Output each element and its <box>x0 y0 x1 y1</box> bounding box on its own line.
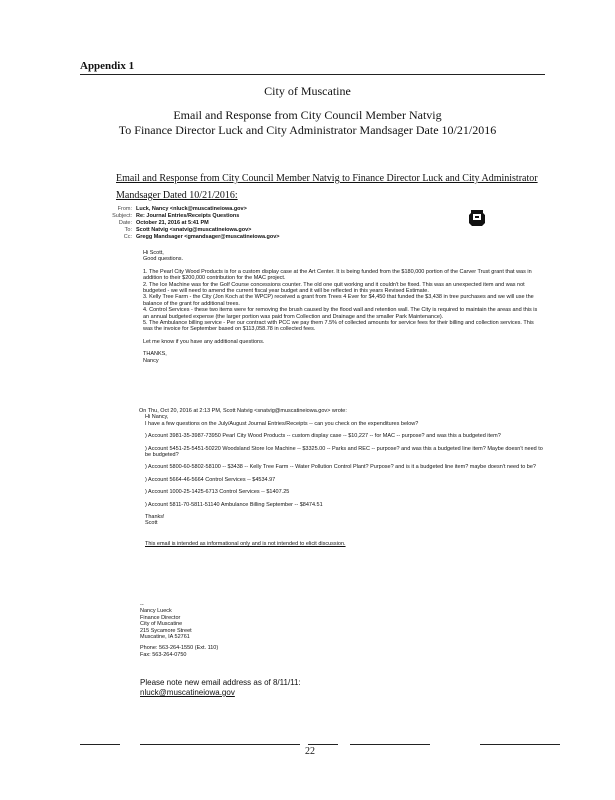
closing-line: Let me know if you have any additional questions. <box>143 338 265 345</box>
sig-line: Finance Director <box>140 614 181 621</box>
sig-fax: Fax: 563-264-0750 <box>140 651 187 658</box>
sender-name: Nancy <box>143 357 159 364</box>
footer-rule <box>480 744 560 745</box>
answer-4: 4. Control Services - these two items were for removing the brush caused by the flood wall and retention wall. The City is required to maintain the areas and this is an annual budgeted expense (the larger portion was paid from Collection and Drainage and the smaller Park Maintenance). <box>143 307 538 320</box>
title-line-2: Email and Response from City Council Member Natvig <box>173 108 442 122</box>
appendix-label: Appendix 1 <box>80 60 135 72</box>
quote-item: ) Account 1000-25-1425-6713 Control Services -- $1407.25 <box>145 489 290 496</box>
sig-line: Muscatine, IA 52761 <box>140 634 190 641</box>
appendix-rule <box>80 74 545 75</box>
quote-item: ) Account 5451-25-5451-50220 Woodsland Store Ice Machine -- $3325.00 -- Parks and REC -- purpose? and was this a budgeted line item? Maybe doesn't need to be budgeted? <box>145 445 543 459</box>
header-label: Date: <box>118 220 132 226</box>
note-email-link[interactable]: nluck@muscatineiowa.gov <box>140 688 235 697</box>
header-to: Scott Natvig <snatvig@muscatineiowa.gov> <box>136 227 252 233</box>
email-header <box>90 206 280 241</box>
quote-thanks: Thanks! <box>145 514 165 521</box>
quote-line: Hi Nancy, <box>145 414 169 421</box>
disclaimer: This email is intended as informational only and is not intended to elicit discussion. <box>145 540 346 547</box>
quote-attribution: On Thu, Oct 20, 2016 at 2:13 PM, Scott Natvig <snatvig@muscatineiowa.gov> wrote: <box>139 408 347 414</box>
note-text: Please note new email address as of 8/11/11: <box>140 678 301 687</box>
signature-block <box>140 602 218 658</box>
quoted-email <box>139 408 549 553</box>
footer-rule <box>308 744 338 745</box>
sig-phone: Phone: 563-264-1550 (Ext. 110) <box>140 645 219 652</box>
city-seal-logo <box>468 208 486 228</box>
header-subject: Re: Journal Entries/Receipts Questions <box>136 213 240 219</box>
thanks: THANKS, <box>143 351 167 358</box>
quote-line: I have a few questions on the July/August Journal Entries/Receipts -- can you check on the expenditures below? <box>145 420 419 427</box>
quote-signoff: Scott <box>145 520 158 527</box>
sig-line: Nancy Lueck <box>140 608 172 615</box>
page-number: 22 <box>305 746 315 757</box>
footer-rule <box>140 744 300 745</box>
quote-item: ) Account 5664-46-5664 Control Services -- $4534.97 <box>145 476 276 483</box>
sig-line: -- <box>140 602 144 608</box>
title-city: City of Muscatine <box>264 84 351 98</box>
header-from: Luck, Nancy <nluck@muscatineiowa.gov> <box>136 206 247 212</box>
footer-rule <box>350 744 430 745</box>
footer-rule <box>80 744 120 745</box>
header-label: To: <box>124 227 132 233</box>
header-label: Cc: <box>123 234 132 240</box>
answer-2: 2. The Ice Machine was for the Golf Course concessions counter. The old one quit working and it couldn't be fixed. This was an unexpected item and was not budgeted - we will need to amend the current fiscal year budget and it will be reflected in this years Revised Estimate. <box>143 281 525 295</box>
sig-line: City of Muscatine <box>140 621 183 628</box>
quote-item: ) Account 3981-35-3987-73950 Pearl City Wood Products -- custom display case -- $10,227 -- for MAC -- purpose? and was this a budgeted item? <box>145 433 501 440</box>
answer-1: 1. The Pearl City Wood Products is for a custom display case at the Art Center. It is being funded from the $180,000 portion of the Carver Trust grant that was in addition to their $200,000 contribution for the MAC project. <box>143 268 532 282</box>
sig-line: 215 Sycamore Street <box>140 627 192 634</box>
answer-5: 5. The Ambulance billing service - Per our contract with PCC we pay them 7.5% of collected amounts for service fees for their billing and collection services. This was the invoice for September based on $113,058.78 in collected fees. <box>143 320 534 333</box>
email-note <box>140 678 301 698</box>
section-heading: Email and Response from City Council Member Natvig to Finance Director Luck and City Administrator Mandsager Dated 10/21/2016: <box>116 173 538 201</box>
answer-3: 3. Kelly Tree Farm - the City (Jon Koch at the WPCP) received a grant from Trees 4 Ever for $4,450 that funded the $3,438 in tree purchases and we will use the balance of the grant for additional trees. <box>143 294 534 307</box>
body-line: Good questions. <box>143 256 184 263</box>
quote-item: ) Account 5800-60-5802-58100 -- $3438 -- Kelly Tree Farm -- Water Pollution Control Plant? Purpose? and is it a budgeted line item? maybe doesn't need to be? <box>145 464 536 471</box>
greeting: Hi Scott, <box>143 250 164 256</box>
email-body <box>143 250 543 370</box>
header-cc: Gregg Mandsager <gmandsager@muscatineiowa.gov> <box>136 234 280 240</box>
quote-item: ) Account 5811-70-5811-51140 Ambulance Billing September -- $8474.51 <box>145 501 323 508</box>
title-line-3: To Finance Director Luck and City Administrator Mandsager Date 10/21/2016 <box>118 123 497 137</box>
header-date: October 21, 2016 at 5:41 PM <box>136 220 209 226</box>
header-label: Subject: <box>112 213 132 219</box>
header-label: From: <box>117 206 132 212</box>
